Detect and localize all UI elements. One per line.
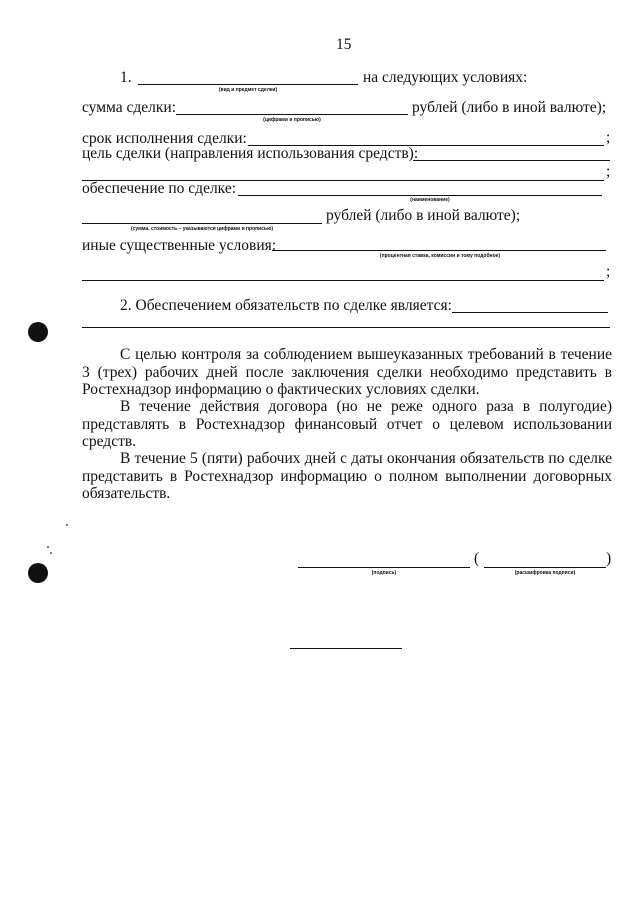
signature-caption: (подпись) xyxy=(371,570,397,576)
security-sum-line-caption: (сумма, стоимость – указываются цифрами и прописью) xyxy=(130,226,274,232)
signature-decode-caption: (расшифровка подписи) xyxy=(514,570,576,576)
punch-hole-bottom xyxy=(28,563,48,583)
security-sum-after-text: рублей (либо в иной валюте); xyxy=(326,207,521,224)
security-label: обеспечение по сделке: xyxy=(82,180,237,197)
signature-close-paren: ) xyxy=(606,550,612,567)
page-number: 15 xyxy=(336,36,352,53)
paragraph-2: В течение действия договора (но не реже одного раза в полугодие) представлять в Ростехнадзор финансовый отчет о целевом использовании средств. xyxy=(82,398,612,450)
other-label: иные существенные условия: xyxy=(82,237,277,254)
term-label: срок исполнения сделки: xyxy=(82,130,247,147)
item2-blank-line-2[interactable] xyxy=(82,327,610,328)
deal-sum-label: сумма сделки: xyxy=(82,99,176,116)
item1-blank-line[interactable] xyxy=(138,84,358,85)
paragraph-1: С целью контроля за соблюдением вышеуказанных требований в течение 3 (трех) рабочих дней после заключения сделки необходимо представить в Ростехнадзор информацию о фактических условиях сделки. xyxy=(82,346,612,398)
scan-speck xyxy=(50,552,52,554)
punch-hole-top xyxy=(28,322,48,342)
scan-speck xyxy=(47,546,49,548)
signature-decode-line[interactable] xyxy=(484,567,606,568)
closing-rule xyxy=(290,648,402,649)
signature-open-paren: ( xyxy=(474,550,480,567)
scan-speck xyxy=(66,524,68,526)
purpose-end: ; xyxy=(606,163,611,180)
item2-blank-line[interactable] xyxy=(452,312,608,313)
other-end: ; xyxy=(606,263,611,280)
purpose-label: цель сделки (направления использования средств): xyxy=(82,145,419,162)
deal-sum-blank-line[interactable] xyxy=(176,114,408,115)
deal-sum-after-text: рублей (либо в иной валюте); xyxy=(412,99,607,116)
item1-number: 1. xyxy=(120,69,132,86)
other-blank-line-2[interactable] xyxy=(82,280,604,281)
deal-sum-line-caption: (цифрами и прописью) xyxy=(263,117,321,123)
security-sum-blank-line[interactable] xyxy=(82,223,322,224)
security-line-caption: (наименование) xyxy=(410,197,450,203)
paragraph-3: В течение 5 (пяти) рабочих дней с даты окончания обязательств по сделке представить в Ростехнадзор информацию о полном выполнении договорных обязательств. xyxy=(82,450,612,502)
other-blank-line[interactable] xyxy=(272,250,606,251)
item1-line-caption: (вид и предмет сделки) xyxy=(218,87,278,93)
security-blank-line[interactable] xyxy=(238,195,602,196)
purpose-blank-line[interactable] xyxy=(413,160,610,161)
item2-label: 2. Обеспечением обязательств по сделке является: xyxy=(120,297,452,314)
term-end: ; xyxy=(606,129,611,146)
item1-after-text: на следующих условиях: xyxy=(363,69,528,86)
other-line-caption: (процентная ставка, комиссии и тому подобное) xyxy=(379,253,501,259)
signature-line[interactable] xyxy=(298,567,470,568)
